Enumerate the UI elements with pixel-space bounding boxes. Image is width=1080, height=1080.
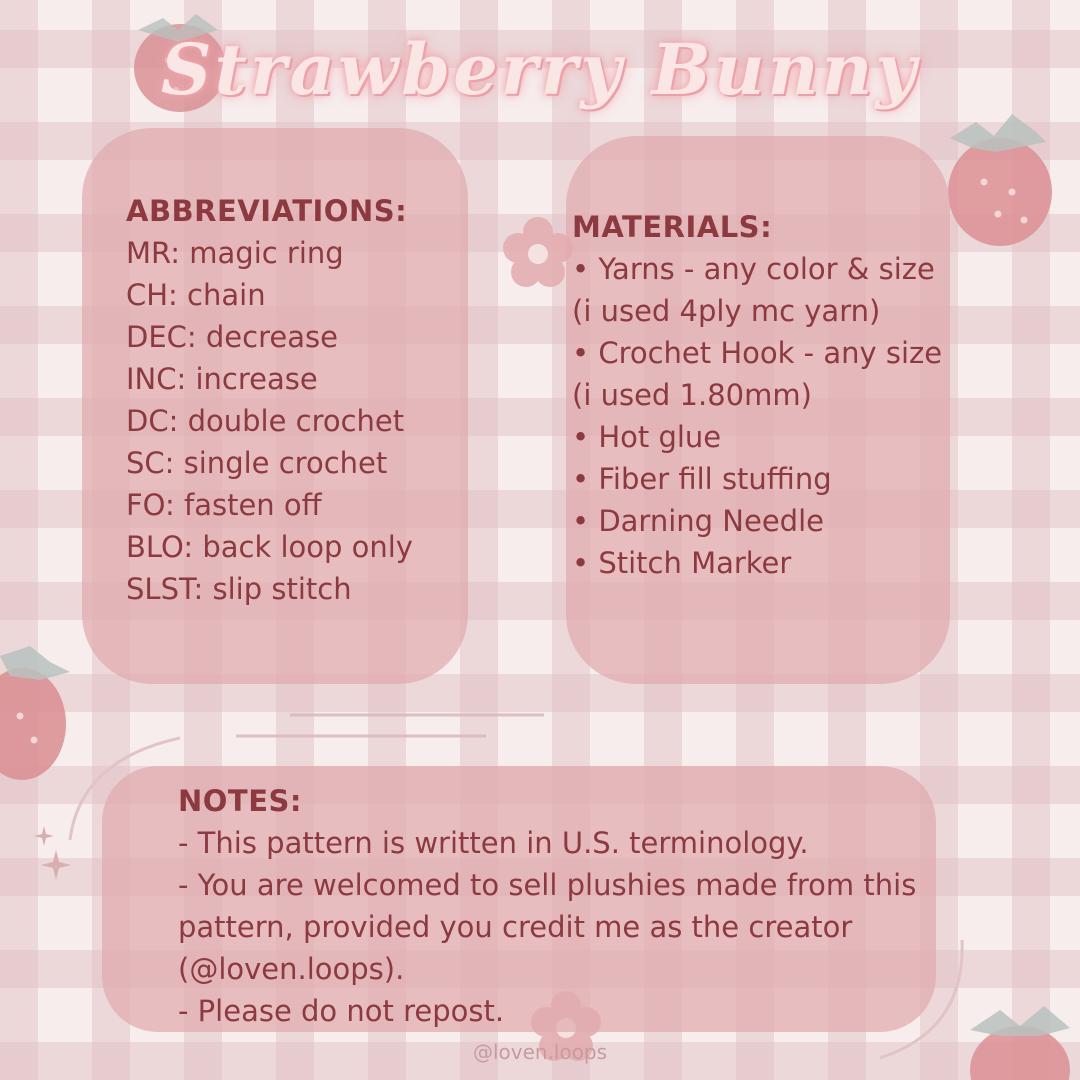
notes-panel	[102, 766, 936, 1032]
notes-line: - You are welcomed to sell plushies made from this	[178, 868, 917, 902]
abbreviation-item: INC: increase	[126, 362, 318, 396]
page-title: Strawberry Bunny	[160, 28, 920, 111]
abbreviation-item: MR: magic ring	[126, 236, 344, 270]
abbreviations-heading: ABBREVIATIONS:	[126, 194, 408, 228]
material-item: • Yarns - any color & size	[572, 252, 935, 286]
abbreviation-item: BLO: back loop only	[126, 530, 413, 564]
material-item: • Darning Needle	[572, 504, 824, 538]
notes-line: pattern, provided you credit me as the creator	[178, 910, 853, 944]
material-item: • Hot glue	[572, 420, 722, 454]
abbreviation-item: SC: single crochet	[126, 446, 388, 480]
abbreviation-item: CH: chain	[126, 278, 266, 312]
notes-heading: NOTES:	[178, 784, 302, 818]
abbreviation-item: DEC: decrease	[126, 320, 338, 354]
material-item: • Stitch Marker	[572, 546, 792, 580]
notes-line: - Please do not repost.	[178, 994, 505, 1028]
materials-heading: MATERIALS:	[572, 210, 773, 244]
material-item: (i used 4ply mc yarn)	[572, 294, 881, 328]
creator-handle: @loven.loops	[472, 1040, 608, 1064]
notes-line: - This pattern is written in U.S. terminology.	[178, 826, 809, 860]
abbreviation-item: DC: double crochet	[126, 404, 405, 438]
notes-line: (@loven.loops).	[178, 952, 405, 986]
abbreviations-panel	[82, 128, 468, 684]
material-item: (i used 1.80mm)	[572, 378, 812, 412]
material-item: • Fiber fill stuffing	[572, 462, 832, 496]
abbreviation-item: FO: fasten off	[126, 488, 322, 522]
materials-panel	[566, 136, 950, 684]
material-item: • Crochet Hook - any size	[572, 336, 943, 370]
abbreviation-item: SLST: slip stitch	[126, 572, 352, 606]
